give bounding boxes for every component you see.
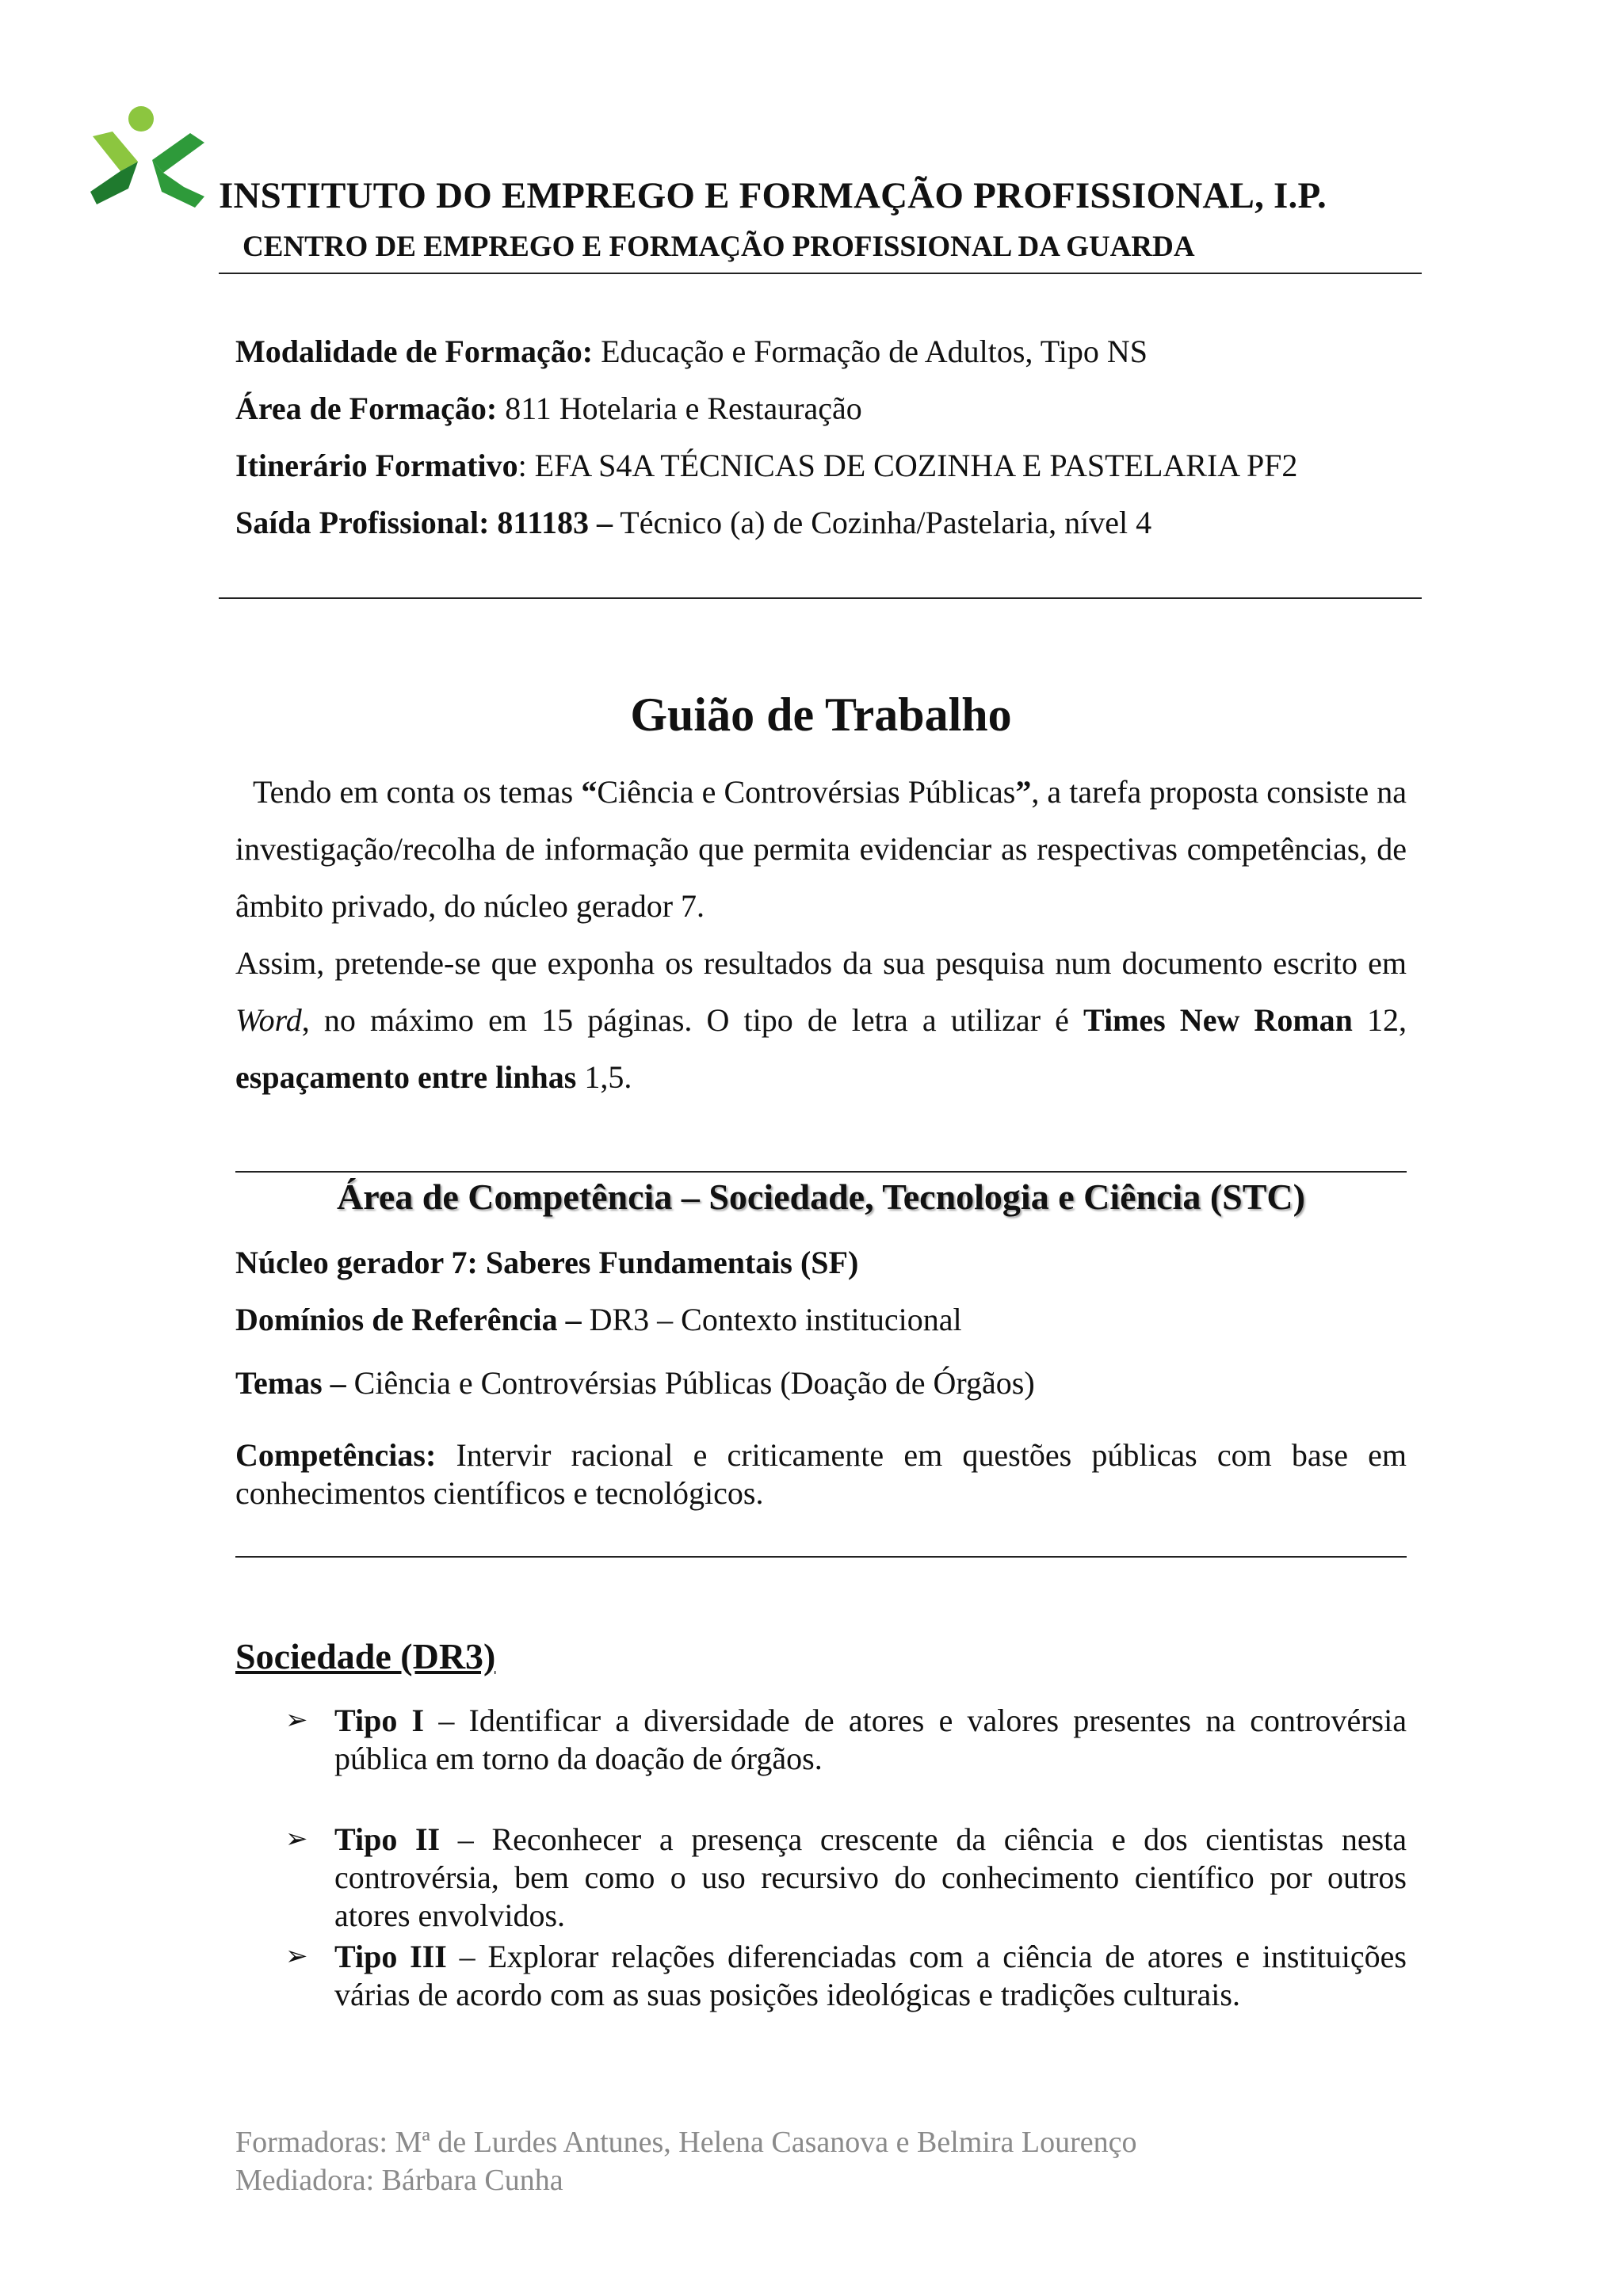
p2-spacing: espaçamento entre linhas xyxy=(235,1059,577,1095)
item-label: Tipo II xyxy=(334,1821,441,1857)
logo-left-arm xyxy=(93,132,138,171)
competencias-label: Competências: xyxy=(235,1437,437,1473)
iefp-logo xyxy=(89,105,208,208)
footer-trainers: Formadoras: Mª de Lurdes Antunes, Helena Casanova e Belmira Lourenço xyxy=(235,2126,1137,2159)
item-label: Tipo I xyxy=(334,1703,425,1738)
area-line xyxy=(235,390,862,427)
dominios-label: Domínios de Referência – xyxy=(235,1302,582,1337)
modalidade-label: Modalidade de Formação: xyxy=(235,334,594,369)
arrow-bullet-icon: ➢ xyxy=(285,1825,308,1854)
nucleo-line: Núcleo gerador 7: Saberes Fundamentais (SF) xyxy=(235,1245,859,1280)
saida-value: Técnico (a) de Cozinha/Pastelaria, nível 4 xyxy=(613,505,1152,540)
area-value: 811 Hotelaria e Restauração xyxy=(497,391,862,426)
list-item xyxy=(285,1702,1407,1778)
competence-top-divider xyxy=(235,1171,1407,1173)
item-text: – Reconhecer a presença crescente da ciência e dos cientistas nesta controvérsia, bem como o uso recursivo do conhecimento científico por outros atores envolvidos. xyxy=(334,1821,1407,1933)
institute-title: INSTITUTO DO EMPREGO E FORMAÇÃO PROFISSIONAL, I.P. xyxy=(219,175,1327,216)
guide-paragraph-1 xyxy=(235,764,1407,935)
logo-left-leg xyxy=(90,162,138,204)
p1-text-b: , a tarefa proposta consiste na investigação/recolha de informação que permita evidenciar as respectivas competências, de âmbito privado, do núcleo gerador 7. xyxy=(235,774,1407,924)
item-text: – Identificar a diversidade de atores e valores presentes na controvérsia pública em torno da doação de órgãos. xyxy=(334,1703,1407,1776)
competence-area-title: Área de Competência – Sociedade, Tecnologia e Ciência (STC) xyxy=(337,1177,1305,1217)
p2-text-a: Assim, pretende-se que exponha os resultados da sua pesquisa num documento escrito em xyxy=(235,945,1407,981)
p2-text-b: , no máximo em 15 páginas. O tipo de letra a utilizar é xyxy=(301,1002,1083,1038)
temas-line xyxy=(235,1364,1035,1402)
p2-text-d: 1,5. xyxy=(576,1059,632,1095)
p1-quote-open: “ xyxy=(581,774,598,810)
modalidade-line xyxy=(235,333,1148,370)
item-text: – Explorar relações diferenciadas com a ciência de atores e instituições várias de acordo com as suas posições ideológicas e tradições culturais. xyxy=(334,1939,1407,2012)
temas-value: Ciência e Controvérsias Públicas (Doação de Órgãos) xyxy=(346,1365,1035,1401)
competencias-line xyxy=(235,1436,1407,1512)
temas-label: Temas – xyxy=(235,1365,346,1401)
info-divider xyxy=(219,597,1422,599)
list-item xyxy=(285,1938,1407,2014)
p1-quote-close: ” xyxy=(1015,774,1032,810)
saida-label: Saída Profissional: 811183 – xyxy=(235,505,613,540)
header-divider xyxy=(219,273,1422,274)
itinerario-label: Itinerário Formativo xyxy=(235,448,518,483)
footer-mediator: Mediadora: Bárbara Cunha xyxy=(235,2164,563,2197)
p1-theme: Ciência e Controvérsias Públicas xyxy=(597,774,1016,810)
society-heading: Sociedade (DR3) xyxy=(235,1636,496,1676)
list-item xyxy=(285,1821,1407,1935)
p1-text-a: Tendo em conta os temas xyxy=(253,774,582,810)
arrow-bullet-icon: ➢ xyxy=(285,1942,308,1971)
logo-head xyxy=(128,106,154,132)
arrow-bullet-icon: ➢ xyxy=(285,1706,308,1735)
dominios-line xyxy=(235,1301,962,1338)
saida-line xyxy=(235,504,1151,541)
center-subtitle: CENTRO DE EMPREGO E FORMAÇÃO PROFISSIONAL DA GUARDA xyxy=(242,231,1195,263)
item-label: Tipo III xyxy=(334,1939,447,1974)
p2-text-c: 12, xyxy=(1352,1002,1407,1038)
guide-paragraph-2 xyxy=(235,935,1407,1106)
p2-word: Word xyxy=(235,1002,302,1038)
itinerario-line xyxy=(235,447,1297,484)
area-label: Área de Formação: xyxy=(235,391,498,426)
dominios-value: DR3 – Contexto institucional xyxy=(581,1302,962,1337)
guide-body xyxy=(235,764,1407,1106)
document-title: Guião de Trabalho xyxy=(630,688,1012,741)
competence-bottom-divider xyxy=(235,1556,1407,1558)
logo-right-arm xyxy=(152,133,204,173)
p2-font-name: Times New Roman xyxy=(1083,1002,1353,1038)
competencias-value: Intervir racional e criticamente em questões públicas com base em conhecimentos científicos e tecnológicos. xyxy=(235,1437,1407,1511)
itinerario-value: : EFA S4A TÉCNICAS DE COZINHA E PASTELARIA PF2 xyxy=(517,448,1298,483)
modalidade-value: Educação e Formação de Adultos, Tipo NS xyxy=(593,334,1148,369)
